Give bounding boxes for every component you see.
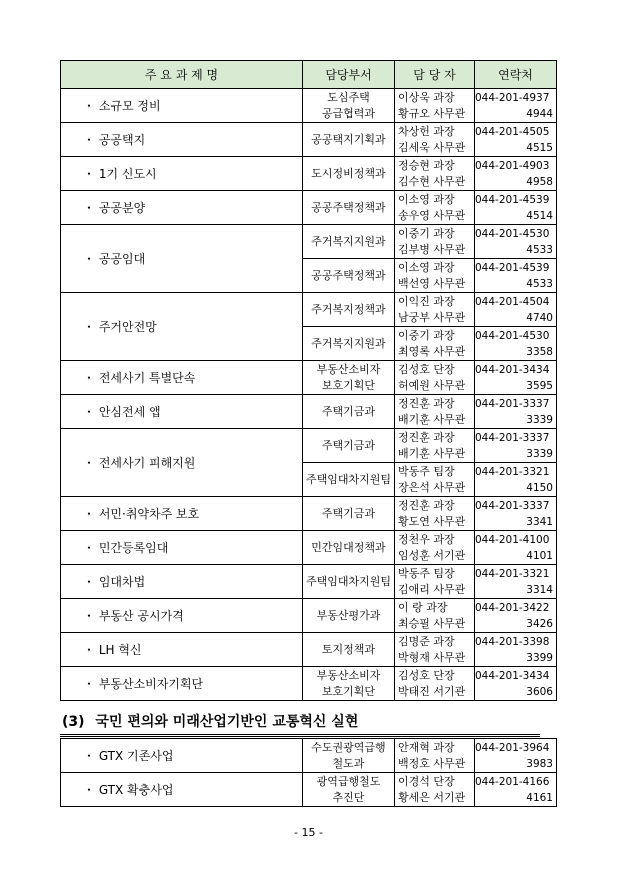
- contact-line: 044-201-4166: [475, 775, 550, 788]
- table-row: [61, 633, 557, 667]
- person-line: 안재혁 과장: [398, 740, 455, 754]
- contact-line: 044-201-3337: [475, 397, 550, 410]
- person-cell: [395, 633, 475, 667]
- contact-line: 3426: [526, 617, 553, 630]
- person-line: 김애리 사무관: [398, 582, 466, 596]
- person-cell: [395, 259, 475, 293]
- task-cell: ・ 공공택지: [61, 123, 303, 157]
- task-cell: ・ LH 혁신: [61, 633, 303, 667]
- contact-line: 044-201-4504: [475, 295, 550, 308]
- dept-line: 민간임대정책과: [311, 540, 386, 554]
- contact-cell: [475, 293, 557, 327]
- dept-cell: [303, 157, 395, 191]
- person-line: 이상욱 과장: [398, 90, 455, 104]
- task-cell: ・ 공공분양: [61, 191, 303, 225]
- contact-line: 044-201-4539: [475, 193, 550, 206]
- dept-cell: [303, 497, 395, 531]
- person-cell: [395, 531, 475, 565]
- contact-line: 044-201-3321: [475, 567, 550, 580]
- task-cell: ・ 전세사기 피해지원: [61, 429, 303, 497]
- person-cell: [395, 497, 475, 531]
- person-cell: [395, 157, 475, 191]
- contact-line: 044-201-3434: [475, 669, 550, 682]
- dept-line: 보호기획단: [321, 378, 376, 392]
- section-title: 국민 편의와 미래산업기반인 교통혁신 실현: [95, 714, 359, 730]
- contact-line: 044-201-4539: [475, 261, 550, 274]
- person-line: 이중기 과장: [398, 328, 455, 342]
- contact-table: [60, 60, 557, 701]
- dept-line: 주택기금과: [321, 438, 376, 452]
- contact-cell: [475, 327, 557, 361]
- contact-line: 044-201-4903: [475, 159, 550, 172]
- table-row: [61, 395, 557, 429]
- table-row: [61, 497, 557, 531]
- person-line: 백선영 사무관: [398, 276, 466, 290]
- contact-line: 3983: [526, 757, 553, 770]
- contact-line: 3314: [526, 583, 553, 596]
- person-cell: [395, 293, 475, 327]
- table-row: [61, 599, 557, 633]
- contact-cell: [475, 191, 557, 225]
- dept-line: 주거복지지원과: [311, 234, 386, 248]
- task-cell: ・ GTX 확충사업: [61, 773, 303, 807]
- contact-cell: [475, 667, 557, 701]
- dept-cell: [303, 633, 395, 667]
- dept-line: 광역급행철도: [316, 774, 381, 788]
- contact-line: 044-201-3422: [475, 601, 550, 614]
- table-header-row: [61, 61, 557, 89]
- person-line: 최영록 사무관: [398, 344, 466, 358]
- person-cell: [395, 89, 475, 123]
- section-header: [60, 710, 540, 737]
- person-cell: [395, 191, 475, 225]
- contact-line: 4944: [526, 107, 553, 120]
- contact-line: 044-201-3398: [475, 635, 550, 648]
- contact-cell: [475, 463, 557, 497]
- contact-line: 044-201-4530: [475, 329, 550, 342]
- contact-line: 044-201-3434: [475, 363, 550, 376]
- person-cell: [395, 395, 475, 429]
- dept-cell: [303, 565, 395, 599]
- contact-cell: [475, 89, 557, 123]
- person-line: 황세은 서기관: [398, 790, 466, 804]
- dept-cell: [303, 89, 395, 123]
- person-line: 이 랑 과장: [398, 600, 448, 614]
- person-line: 김세욱 사무관: [398, 140, 466, 154]
- dept-line: 주택기금과: [321, 404, 376, 418]
- dept-line: 공공주택정책과: [311, 200, 386, 214]
- task-cell: ・ 서민·취약차주 보호: [61, 497, 303, 531]
- person-line: 정천우 과장: [398, 532, 455, 546]
- dept-cell: [303, 773, 395, 807]
- person-cell: [395, 667, 475, 701]
- task-cell: ・ 민간등록임대: [61, 531, 303, 565]
- person-line: 정승현 과장: [398, 158, 455, 172]
- dept-line: 공공택지기획과: [311, 132, 386, 146]
- dept-line: 토지정책과: [321, 642, 376, 656]
- dept-cell: [303, 739, 395, 773]
- dept-line: 주거복지정책과: [311, 302, 386, 316]
- dept-cell: [303, 225, 395, 259]
- table-row: [61, 739, 557, 773]
- contact-cell: [475, 531, 557, 565]
- person-cell: [395, 739, 475, 773]
- dept-cell: [303, 191, 395, 225]
- task-cell: ・ 공공임대: [61, 225, 303, 293]
- person-line: 박동주 팀장: [398, 464, 455, 478]
- contact-line: 4101: [526, 549, 553, 562]
- contact-line: 4958: [526, 175, 553, 188]
- contact-cell: [475, 773, 557, 807]
- task-cell: ・ 부동산소비자기획단: [61, 667, 303, 701]
- contact-line: 3399: [526, 651, 553, 664]
- section-number: (3): [62, 714, 85, 730]
- contact-line: 4514: [526, 209, 553, 222]
- task-cell: ・ GTX 기존사업: [61, 739, 303, 773]
- contact-line: 044-201-3337: [475, 431, 550, 444]
- dept-line: 공공주택정책과: [311, 268, 386, 282]
- task-cell: ・ 주거안전망: [61, 293, 303, 361]
- dept-cell: [303, 293, 395, 327]
- contact-line: 3595: [526, 379, 553, 392]
- person-line: 송우영 사무관: [398, 208, 466, 222]
- person-line: 김수현 사무관: [398, 174, 466, 188]
- task-cell: ・ 임대차법: [61, 565, 303, 599]
- dept-line: 도시정비정책과: [311, 166, 386, 180]
- dept-line: 부동산소비자: [316, 362, 381, 376]
- table-row: [61, 667, 557, 701]
- dept-line: 주택기금과: [321, 506, 376, 520]
- contact-cell: [475, 429, 557, 463]
- person-line: 이소영 과장: [398, 192, 455, 206]
- person-line: 이중기 과장: [398, 226, 455, 240]
- contact-line: 3341: [526, 515, 553, 528]
- contact-cell: [475, 123, 557, 157]
- dept-cell: [303, 463, 395, 497]
- contact-line: 3358: [526, 345, 553, 358]
- dept-cell: [303, 429, 395, 463]
- person-line: 배기훈 사무관: [398, 412, 466, 426]
- person-line: 정진훈 과장: [398, 396, 455, 410]
- contact-line: 044-201-3337: [475, 499, 550, 512]
- page-number: - 15 -: [294, 826, 323, 839]
- dept-cell: [303, 395, 395, 429]
- person-line: 박태진 서기관: [398, 684, 466, 698]
- person-line: 장은석 사무관: [398, 480, 466, 494]
- dept-line: 주거복지지원과: [311, 336, 386, 350]
- dept-line: 주택임대차지원팀: [305, 472, 391, 486]
- task-cell: ・ 부동산 공시가격: [61, 599, 303, 633]
- person-cell: [395, 327, 475, 361]
- contact-cell: [475, 225, 557, 259]
- dept-cell: [303, 667, 395, 701]
- table-row: [61, 89, 557, 123]
- table-row: [61, 157, 557, 191]
- contact-cell: [475, 739, 557, 773]
- contact-line: 044-201-4937: [475, 91, 550, 104]
- dept-line: 공급협력과: [321, 106, 376, 120]
- person-line: 김성호 단장: [398, 362, 455, 376]
- task-cell: ・ 전세사기 특별단속: [61, 361, 303, 395]
- dept-line: 도심주택: [327, 90, 370, 104]
- dept-line: 철도과: [332, 756, 365, 770]
- table-row: [61, 565, 557, 599]
- table-body: [61, 89, 557, 701]
- person-cell: [395, 123, 475, 157]
- person-cell: [395, 225, 475, 259]
- contact-line: 3339: [526, 447, 553, 460]
- dept-cell: [303, 361, 395, 395]
- contact-line: 4515: [526, 141, 553, 154]
- person-line: 최승필 사무관: [398, 616, 466, 630]
- person-cell: [395, 773, 475, 807]
- person-cell: [395, 429, 475, 463]
- header-contact: 연락처: [475, 61, 557, 89]
- table-row: [61, 429, 557, 463]
- person-line: 황규오 사무관: [398, 106, 466, 120]
- person-cell: [395, 463, 475, 497]
- dept-line: 주택임대차지원팀: [305, 574, 391, 588]
- person-cell: [395, 565, 475, 599]
- table-row: [61, 123, 557, 157]
- dept-line: 보호기획단: [321, 684, 376, 698]
- person-line: 차상헌 과장: [398, 124, 455, 138]
- person-line: 이소영 과장: [398, 260, 455, 274]
- contact-line: 044-201-4530: [475, 227, 550, 240]
- task-cell: ・ 안심전세 앱: [61, 395, 303, 429]
- task-cell: ・ 소규모 정비: [61, 89, 303, 123]
- contact-cell: [475, 599, 557, 633]
- person-line: 김명준 과장: [398, 634, 455, 648]
- dept-line: 부동산소비자: [316, 668, 381, 682]
- contact-line: 4161: [526, 791, 553, 804]
- dept-cell: [303, 123, 395, 157]
- table-row: [61, 531, 557, 565]
- contact-line: 044-201-3321: [475, 465, 550, 478]
- dept-line: 수도권광역급행: [311, 740, 386, 754]
- person-line: 김부병 사무관: [398, 242, 466, 256]
- dept-line: 부동산평가과: [316, 608, 381, 622]
- header-task: 주 요 과 제 명: [61, 61, 303, 89]
- contact-cell: [475, 361, 557, 395]
- person-line: 박형재 사무관: [398, 650, 466, 664]
- person-line: 김성호 단장: [398, 668, 455, 682]
- contact-cell: [475, 565, 557, 599]
- dept-line: 추진단: [332, 790, 365, 804]
- dept-cell: [303, 259, 395, 293]
- person-line: 정진훈 과장: [398, 430, 455, 444]
- person-line: 남궁부 사무관: [398, 310, 466, 324]
- contact-cell: [475, 633, 557, 667]
- dept-cell: [303, 531, 395, 565]
- table-row: [61, 361, 557, 395]
- contact-cell: [475, 157, 557, 191]
- contact-line: 3606: [526, 685, 553, 698]
- table-body: [61, 739, 557, 807]
- contact-line: 3339: [526, 413, 553, 426]
- task-cell: ・ 1기 신도시: [61, 157, 303, 191]
- person-line: 임성훈 서기관: [398, 548, 466, 562]
- person-cell: [395, 361, 475, 395]
- person-line: 정진훈 과장: [398, 498, 455, 512]
- person-cell: [395, 599, 475, 633]
- person-line: 박동주 팀장: [398, 566, 455, 580]
- person-line: 황도연 사무관: [398, 514, 466, 528]
- contact-cell: [475, 395, 557, 429]
- contact-line: 044-201-4100: [475, 533, 550, 546]
- person-line: 배기훈 사무관: [398, 446, 466, 460]
- contact-line: 044-201-4505: [475, 125, 550, 138]
- contact-line: 4740: [526, 311, 553, 324]
- contact-line: 4533: [526, 243, 553, 256]
- dept-cell: [303, 599, 395, 633]
- contact-line: 044-201-3964: [475, 741, 550, 754]
- contact-cell: [475, 259, 557, 293]
- contact-line: 4533: [526, 277, 553, 290]
- header-person: 담 당 자: [395, 61, 475, 89]
- person-line: 허예원 사무관: [398, 378, 466, 392]
- person-line: 백정호 사무관: [398, 756, 466, 770]
- transport-contact-table: [60, 738, 557, 807]
- person-line: 이경석 단장: [398, 774, 455, 788]
- person-line: 이익진 과장: [398, 294, 455, 308]
- contact-line: 4150: [526, 481, 553, 494]
- dept-cell: [303, 327, 395, 361]
- header-dept: 담당부서: [303, 61, 395, 89]
- table-row: [61, 225, 557, 259]
- table-row: [61, 191, 557, 225]
- table-row: [61, 773, 557, 807]
- contact-cell: [475, 497, 557, 531]
- table-row: [61, 293, 557, 327]
